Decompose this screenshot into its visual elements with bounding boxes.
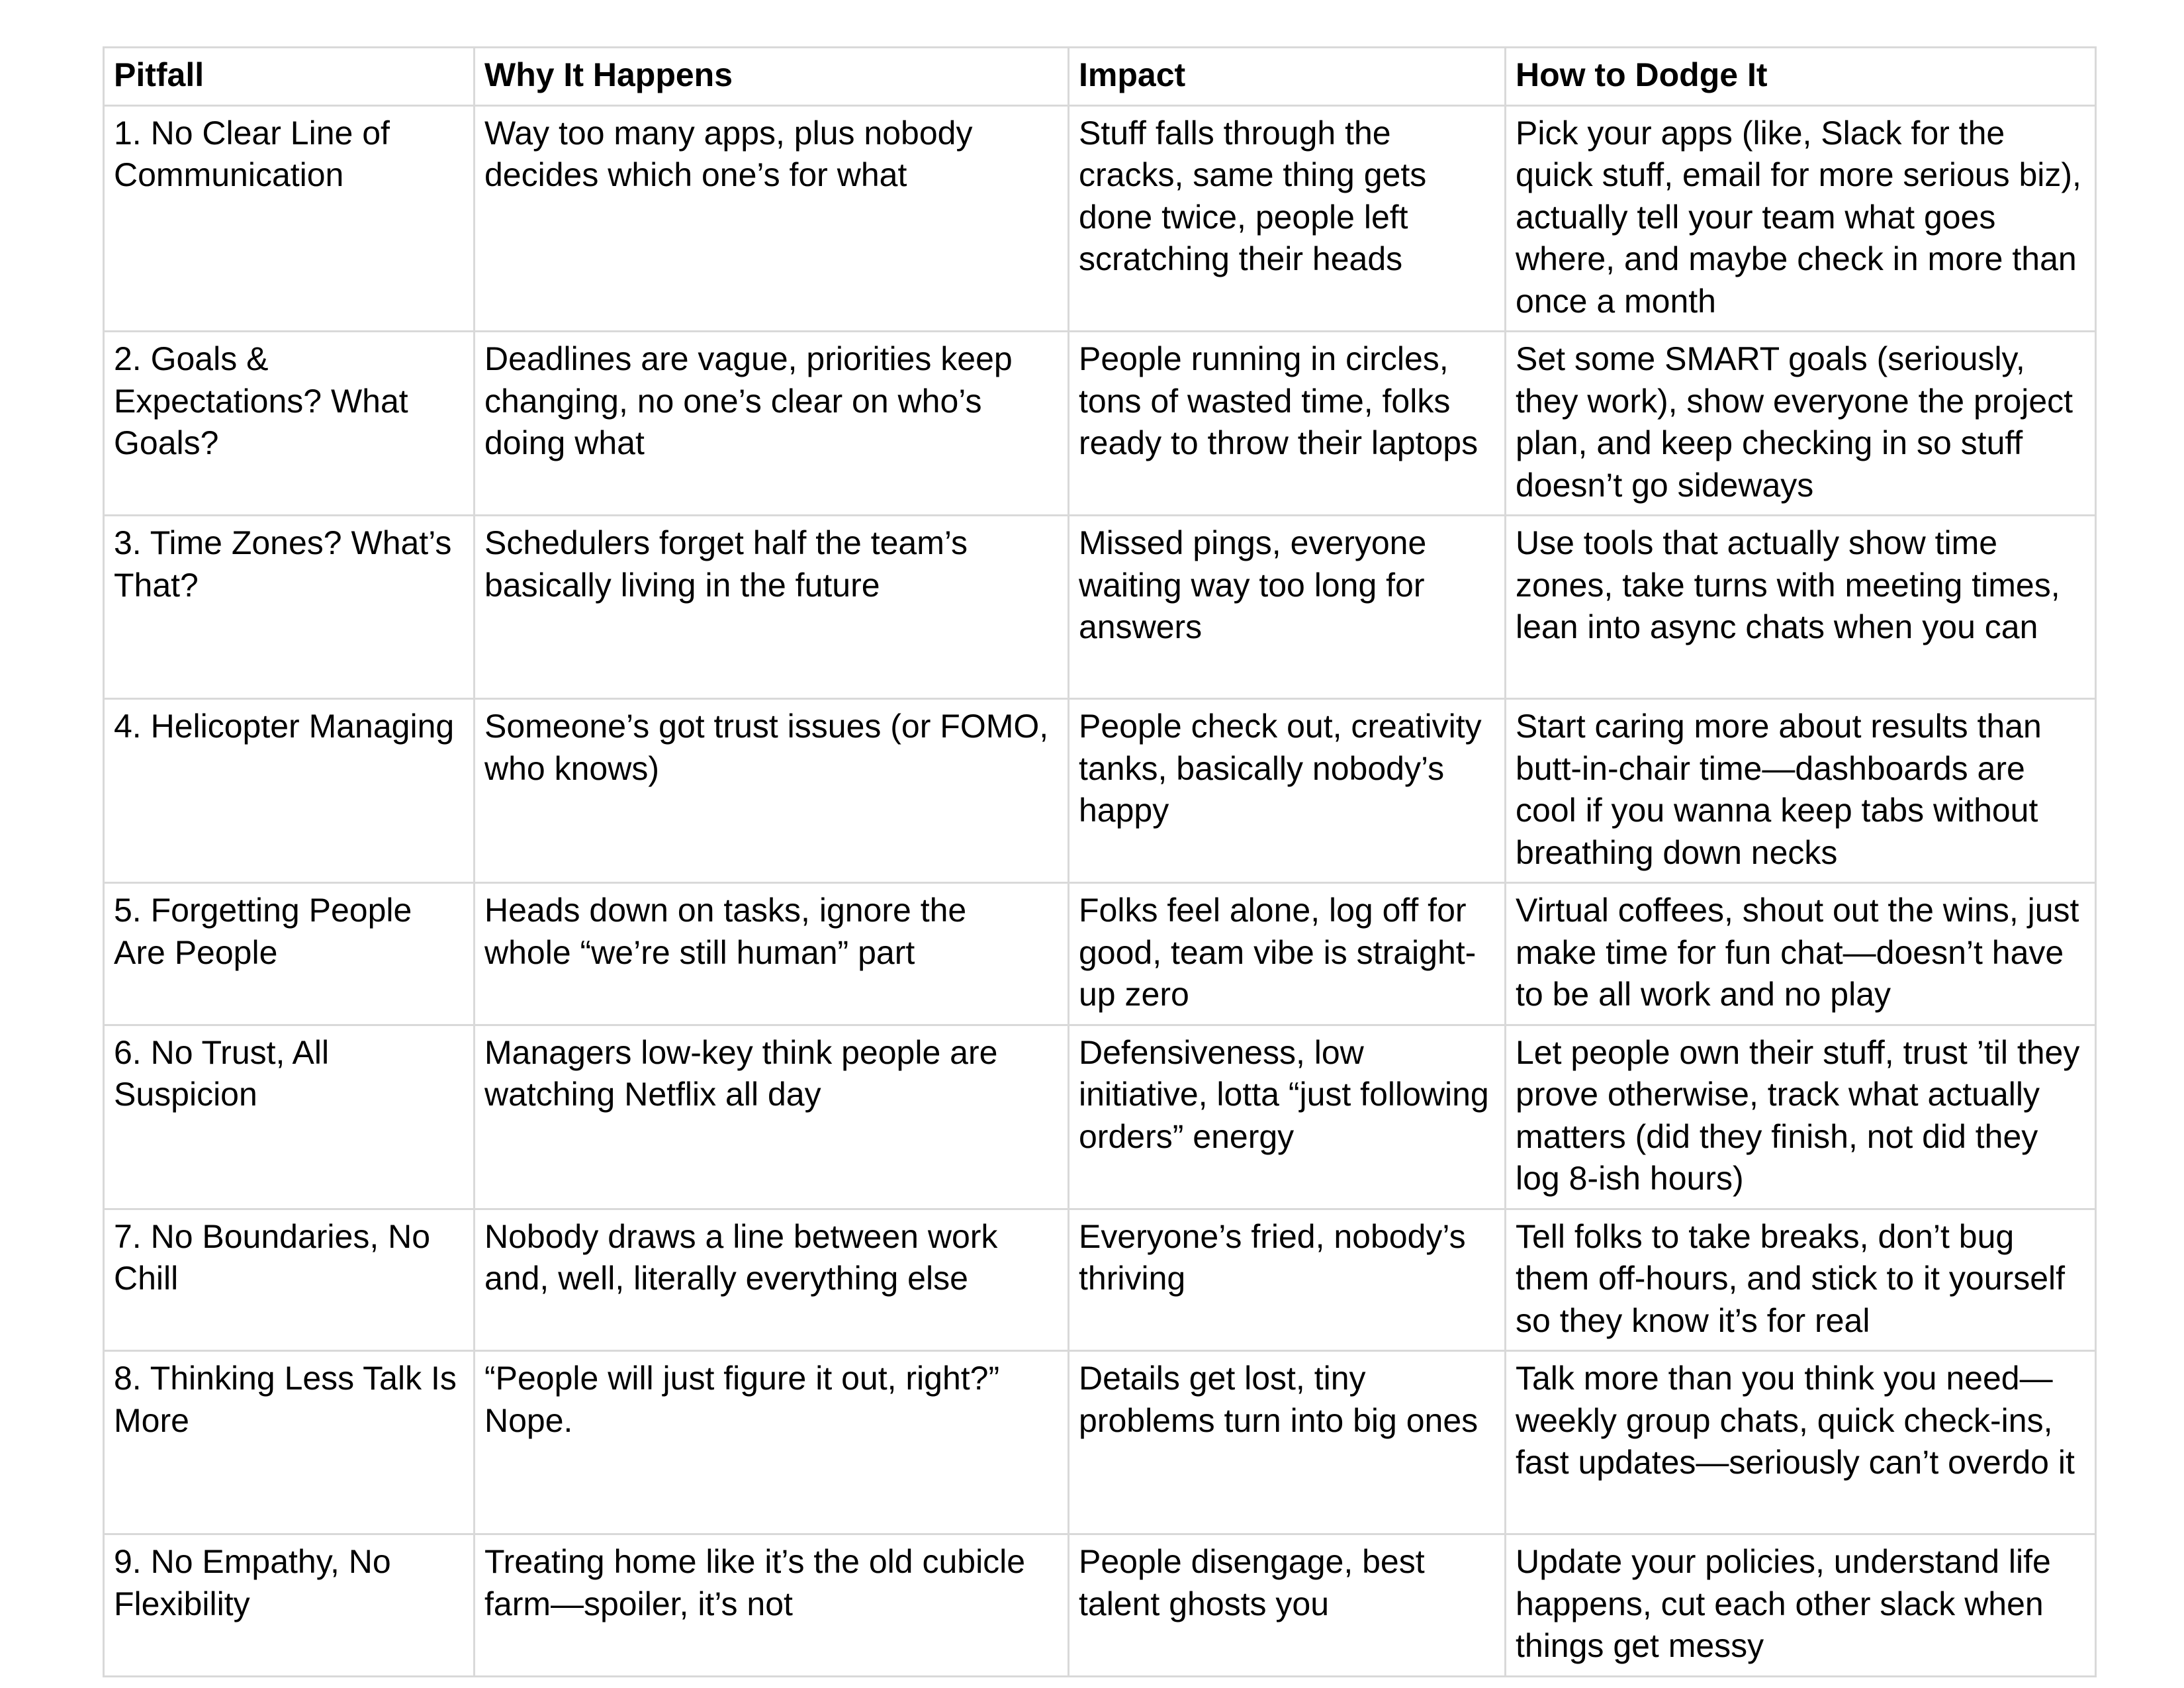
- header-how-to-dodge-it: How to Dodge It: [1506, 48, 2096, 106]
- impact-cell: Folks feel alone, log off for good, team vibe is straight-up zero: [1069, 883, 1506, 1025]
- why-cell: Deadlines are vague, priorities keep changing, no one’s clear on who’s doing what: [475, 332, 1069, 516]
- header-why-it-happens: Why It Happens: [475, 48, 1069, 106]
- table-row: [104, 1351, 2096, 1534]
- table-row: [104, 883, 2096, 1025]
- dodge-cell: Pick your apps (like, Slack for the quick stuff, email for more serious biz), actually tell your team what goes where, and maybe check in more than once a month: [1506, 105, 2096, 332]
- dodge-cell: Start caring more about results than butt-in-chair time—dashboards are cool if you wanna keep tabs without breathing down necks: [1506, 699, 2096, 883]
- dodge-cell: Let people own their stuff, trust ’til they prove otherwise, track what actually matters (did they finish, not did they log 8-ish hours): [1506, 1025, 2096, 1209]
- impact-cell: Everyone’s fried, nobody’s thriving: [1069, 1209, 1506, 1351]
- impact-cell: People running in circles, tons of wasted time, folks ready to throw their laptops: [1069, 332, 1506, 516]
- impact-cell: People disengage, best talent ghosts you: [1069, 1534, 1506, 1677]
- table-row: [104, 1025, 2096, 1209]
- pitfall-cell: 7. No Boundaries, No Chill: [104, 1209, 475, 1351]
- dodge-cell: Tell folks to take breaks, don’t bug them off-hours, and stick to it yourself so they know it’s for real: [1506, 1209, 2096, 1351]
- dodge-cell: Talk more than you think you need—weekly group chats, quick check-ins, fast updates—seriously can’t overdo it: [1506, 1351, 2096, 1534]
- pitfall-cell: 9. No Empathy, No Flexibility: [104, 1534, 475, 1677]
- table-row: [104, 105, 2096, 332]
- pitfalls-table-container: [103, 46, 2095, 1677]
- pitfall-cell: 6. No Trust, All Suspicion: [104, 1025, 475, 1209]
- dodge-cell: Set some SMART goals (seriously, they work), show everyone the project plan, and keep checking in so stuff doesn’t go sideways: [1506, 332, 2096, 516]
- pitfall-cell: 1. No Clear Line of Communication: [104, 105, 475, 332]
- header-row: [104, 48, 2096, 106]
- why-cell: Schedulers forget half the team’s basically living in the future: [475, 516, 1069, 699]
- impact-cell: Defensiveness, low initiative, lotta “just following orders” energy: [1069, 1025, 1506, 1209]
- table-row: [104, 1534, 2096, 1677]
- why-cell: Nobody draws a line between work and, well, literally everything else: [475, 1209, 1069, 1351]
- pitfall-cell: 3. Time Zones? What’s That?: [104, 516, 475, 699]
- why-cell: “People will just figure it out, right?” Nope.: [475, 1351, 1069, 1534]
- impact-cell: Stuff falls through the cracks, same thing gets done twice, people left scratching their heads: [1069, 105, 1506, 332]
- dodge-cell: Use tools that actually show time zones, take turns with meeting times, lean into async chats when you can: [1506, 516, 2096, 699]
- dodge-cell: Update your policies, understand life happens, cut each other slack when things get messy: [1506, 1534, 2096, 1677]
- table-row: [104, 516, 2096, 699]
- why-cell: Heads down on tasks, ignore the whole “we’re still human” part: [475, 883, 1069, 1025]
- pitfall-cell: 2. Goals & Expectations? What Goals?: [104, 332, 475, 516]
- table-row: [104, 1209, 2096, 1351]
- impact-cell: Details get lost, tiny problems turn into big ones: [1069, 1351, 1506, 1534]
- header-impact: Impact: [1069, 48, 1506, 106]
- why-cell: Way too many apps, plus nobody decides which one’s for what: [475, 105, 1069, 332]
- pitfall-cell: 4. Helicopter Managing: [104, 699, 475, 883]
- pitfall-cell: 5. Forgetting People Are People: [104, 883, 475, 1025]
- impact-cell: People check out, creativity tanks, basically nobody’s happy: [1069, 699, 1506, 883]
- why-cell: Treating home like it’s the old cubicle farm—spoiler, it’s not: [475, 1534, 1069, 1677]
- dodge-cell: Virtual coffees, shout out the wins, just make time for fun chat—doesn’t have to be all work and no play: [1506, 883, 2096, 1025]
- pitfalls-table: [103, 46, 2097, 1677]
- why-cell: Managers low-key think people are watching Netflix all day: [475, 1025, 1069, 1209]
- header-pitfall: Pitfall: [104, 48, 475, 106]
- pitfall-cell: 8. Thinking Less Talk Is More: [104, 1351, 475, 1534]
- impact-cell: Missed pings, everyone waiting way too long for answers: [1069, 516, 1506, 699]
- table-row: [104, 699, 2096, 883]
- why-cell: Someone’s got trust issues (or FOMO, who knows): [475, 699, 1069, 883]
- table-row: [104, 332, 2096, 516]
